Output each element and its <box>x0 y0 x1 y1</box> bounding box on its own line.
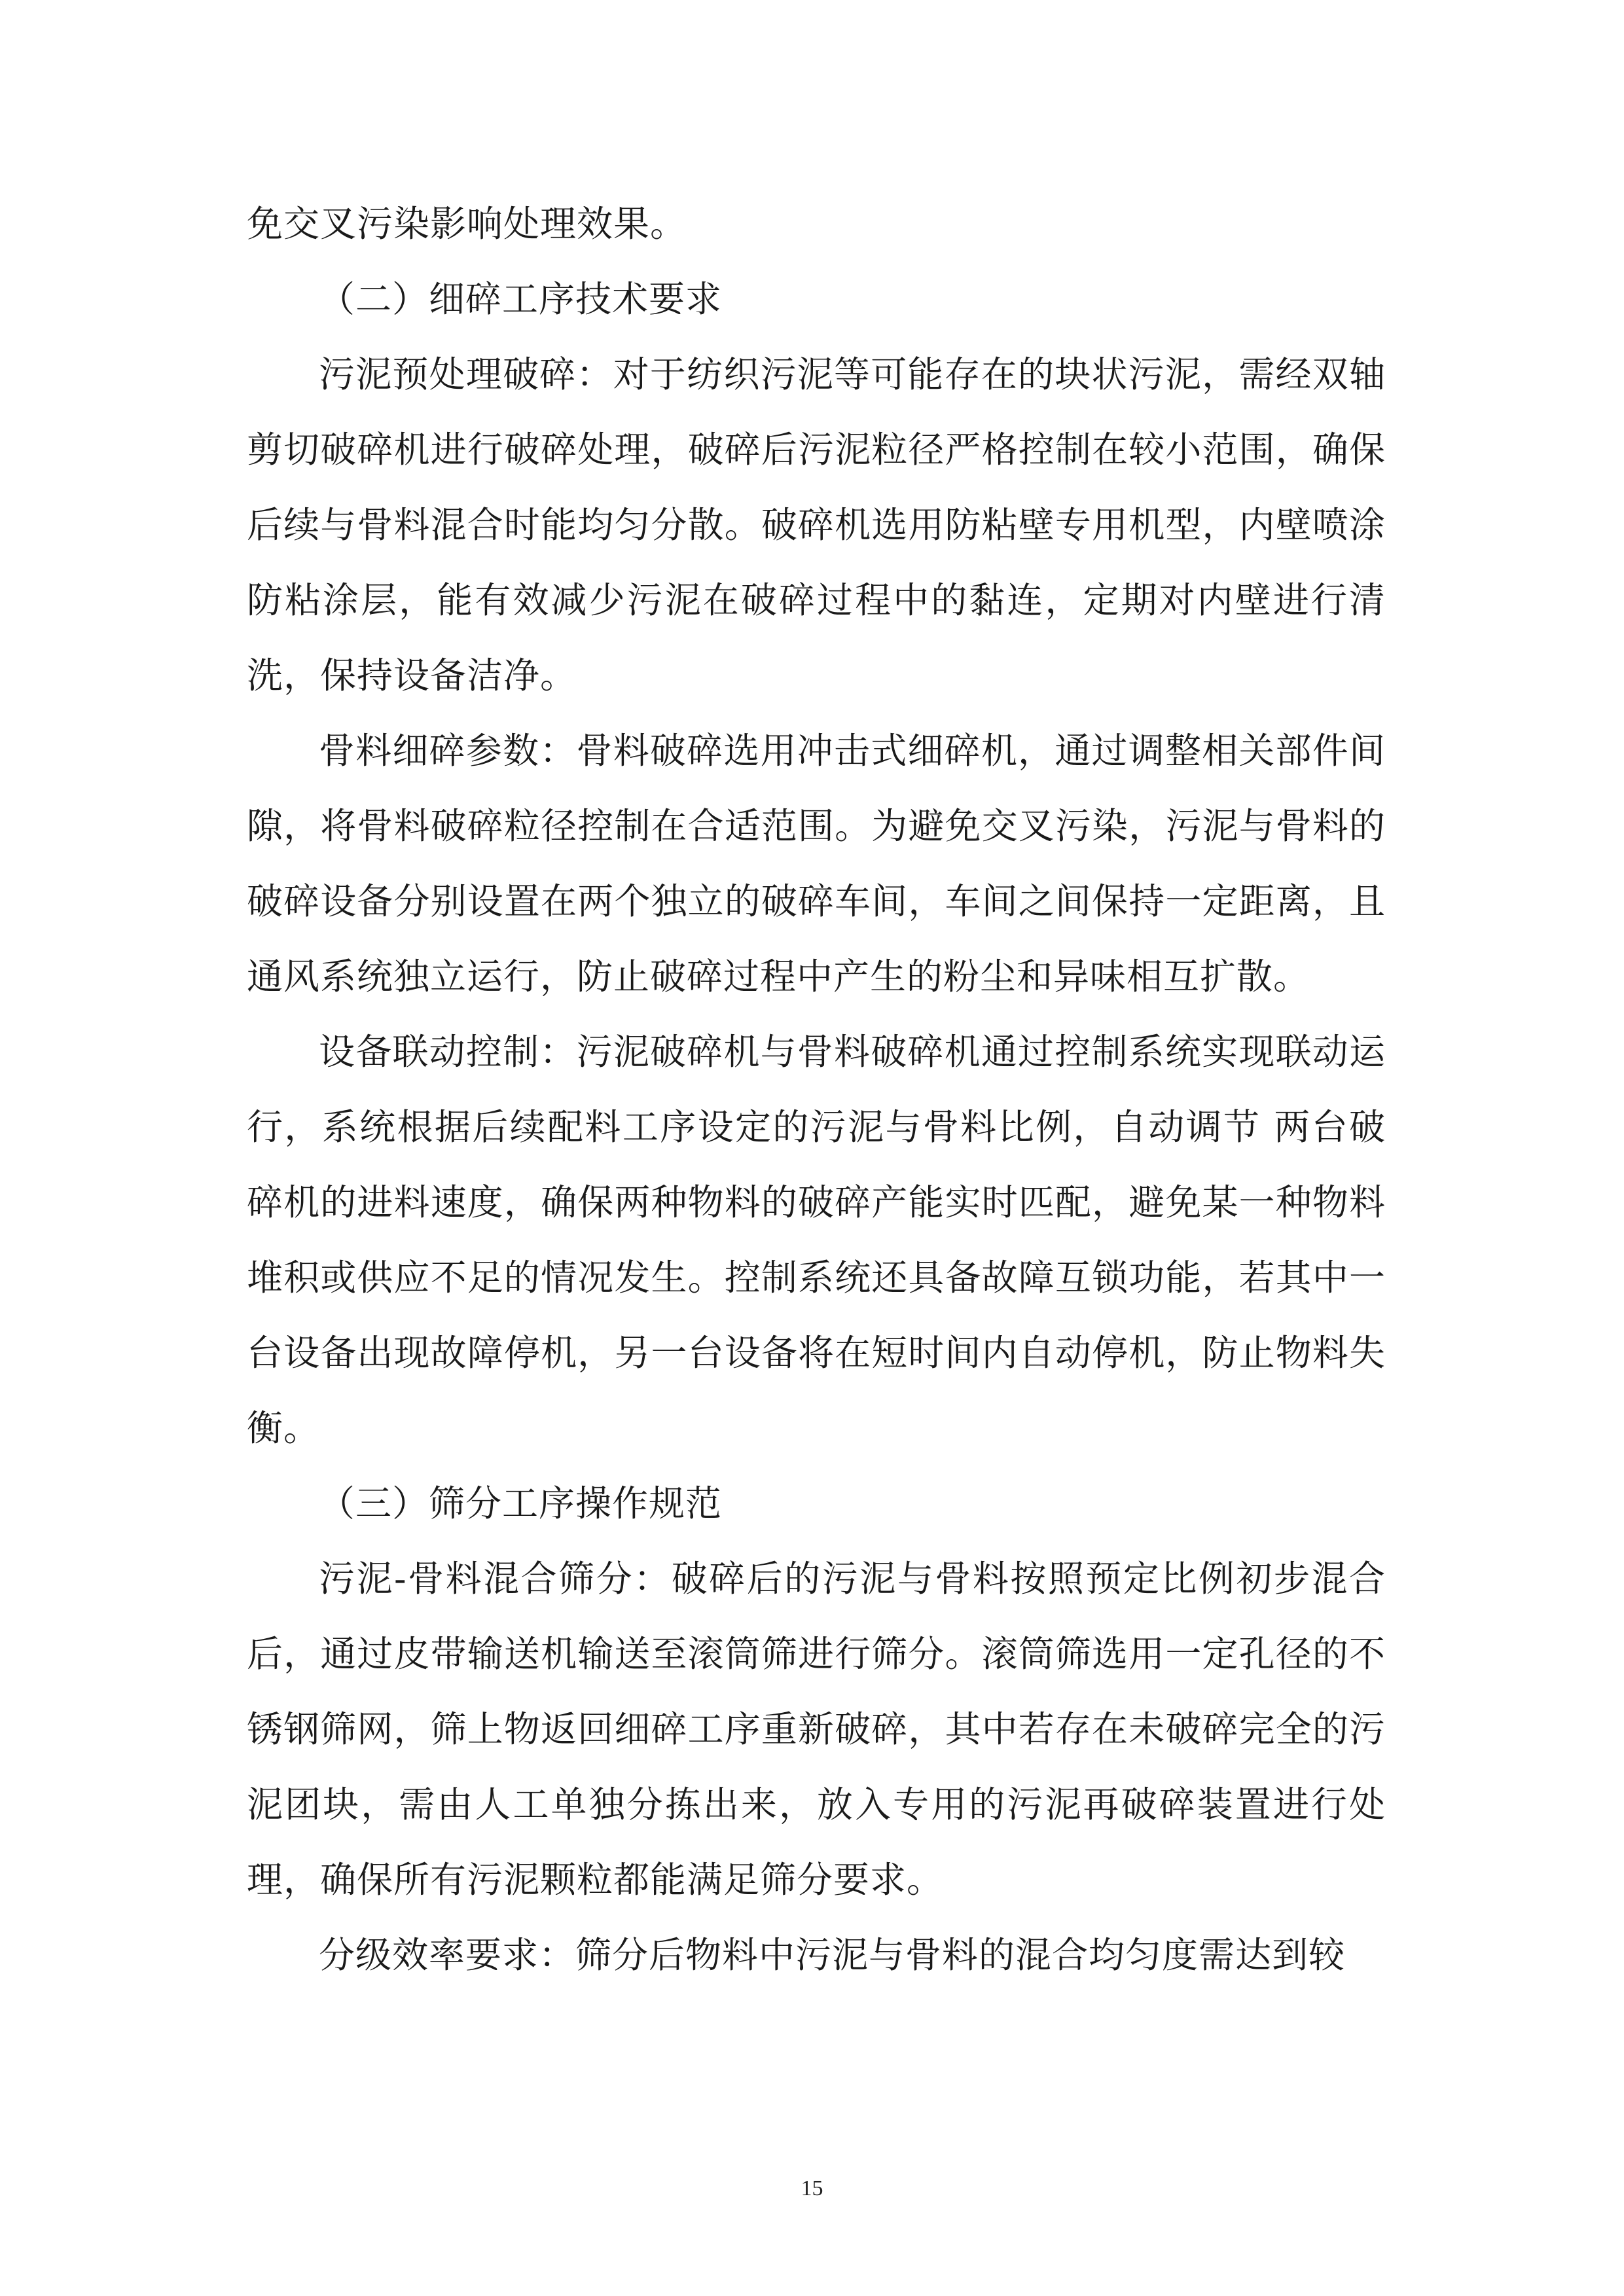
section-heading-2: （二）细碎工序技术要求 <box>319 278 723 320</box>
paragraph-equipment-linkage: 设备联动控制：污泥破碎机与骨料破碎机通过控制系统实现联动运行，系统根据后续配料工序设定的污泥与骨料比例，自动调节 两台破碎机的进料速度，确保两种物料的破碎产能实时匹配，避免某一种物料堆积或供应不足的情况发生。控制系统还具备故障互锁功能，若其中一台设备出现故障停机，另一台设备将在短时间内自动停机，防止物料失衡。 <box>247 1031 1386 1449</box>
page-number: 15 <box>801 2176 823 2200</box>
paragraph-continuation: 免交叉污染影响处理效果。 <box>247 203 687 245</box>
section-heading-3: （三）筛分工序操作规范 <box>319 1482 723 1524</box>
paragraph-aggregate-crushing: 骨料细碎参数：骨料破碎选用冲击式细碎机，通过调整相关部件间隙，将骨料破碎粒径控制在合适范围。为避免交叉污染，污泥与骨料的破碎设备分别设置在两个独立的破碎车间，车间之间保持一定距离，且通风系统独立运行，防止破碎过程中产生的粉尘和异味相互扩散。 <box>247 730 1386 997</box>
paragraph-sludge-pretreatment: 污泥预处理破碎：对于纺织污泥等可能存在的块状污泥，需经双轴剪切破碎机进行破碎处理，破碎后污泥粒径严格控制在较小范围，确保后续与骨料混合时能均匀分散。破碎机选用防粘壁专用机型，内壁喷涂防粘涂层，能有效减少污泥在破碎过程中的黏连，定期对内壁进行清洗，保持设备洁净。 <box>247 353 1386 696</box>
paragraph-mixed-screening: 污泥-骨料混合筛分：破碎后的污泥与骨料按照预定比例初步混合后，通过皮带输送机输送至滚筒筛进行筛分。滚筒筛选用一定孔径的不锈钢筛网，筛上物返回细碎工序重新破碎，其中若存在未破碎完全的污泥团块，需由人工单独分拣出来，放入专用的污泥再破碎装置进行处理，确保所有污泥颗粒都能满足筛分要求。 <box>247 1558 1386 1901</box>
body-text <box>247 187 1386 1993</box>
paragraph-grading-efficiency: 分级效率要求：筛分后物料中污泥与骨料的混合均匀度需达到较 <box>319 1934 1346 1976</box>
